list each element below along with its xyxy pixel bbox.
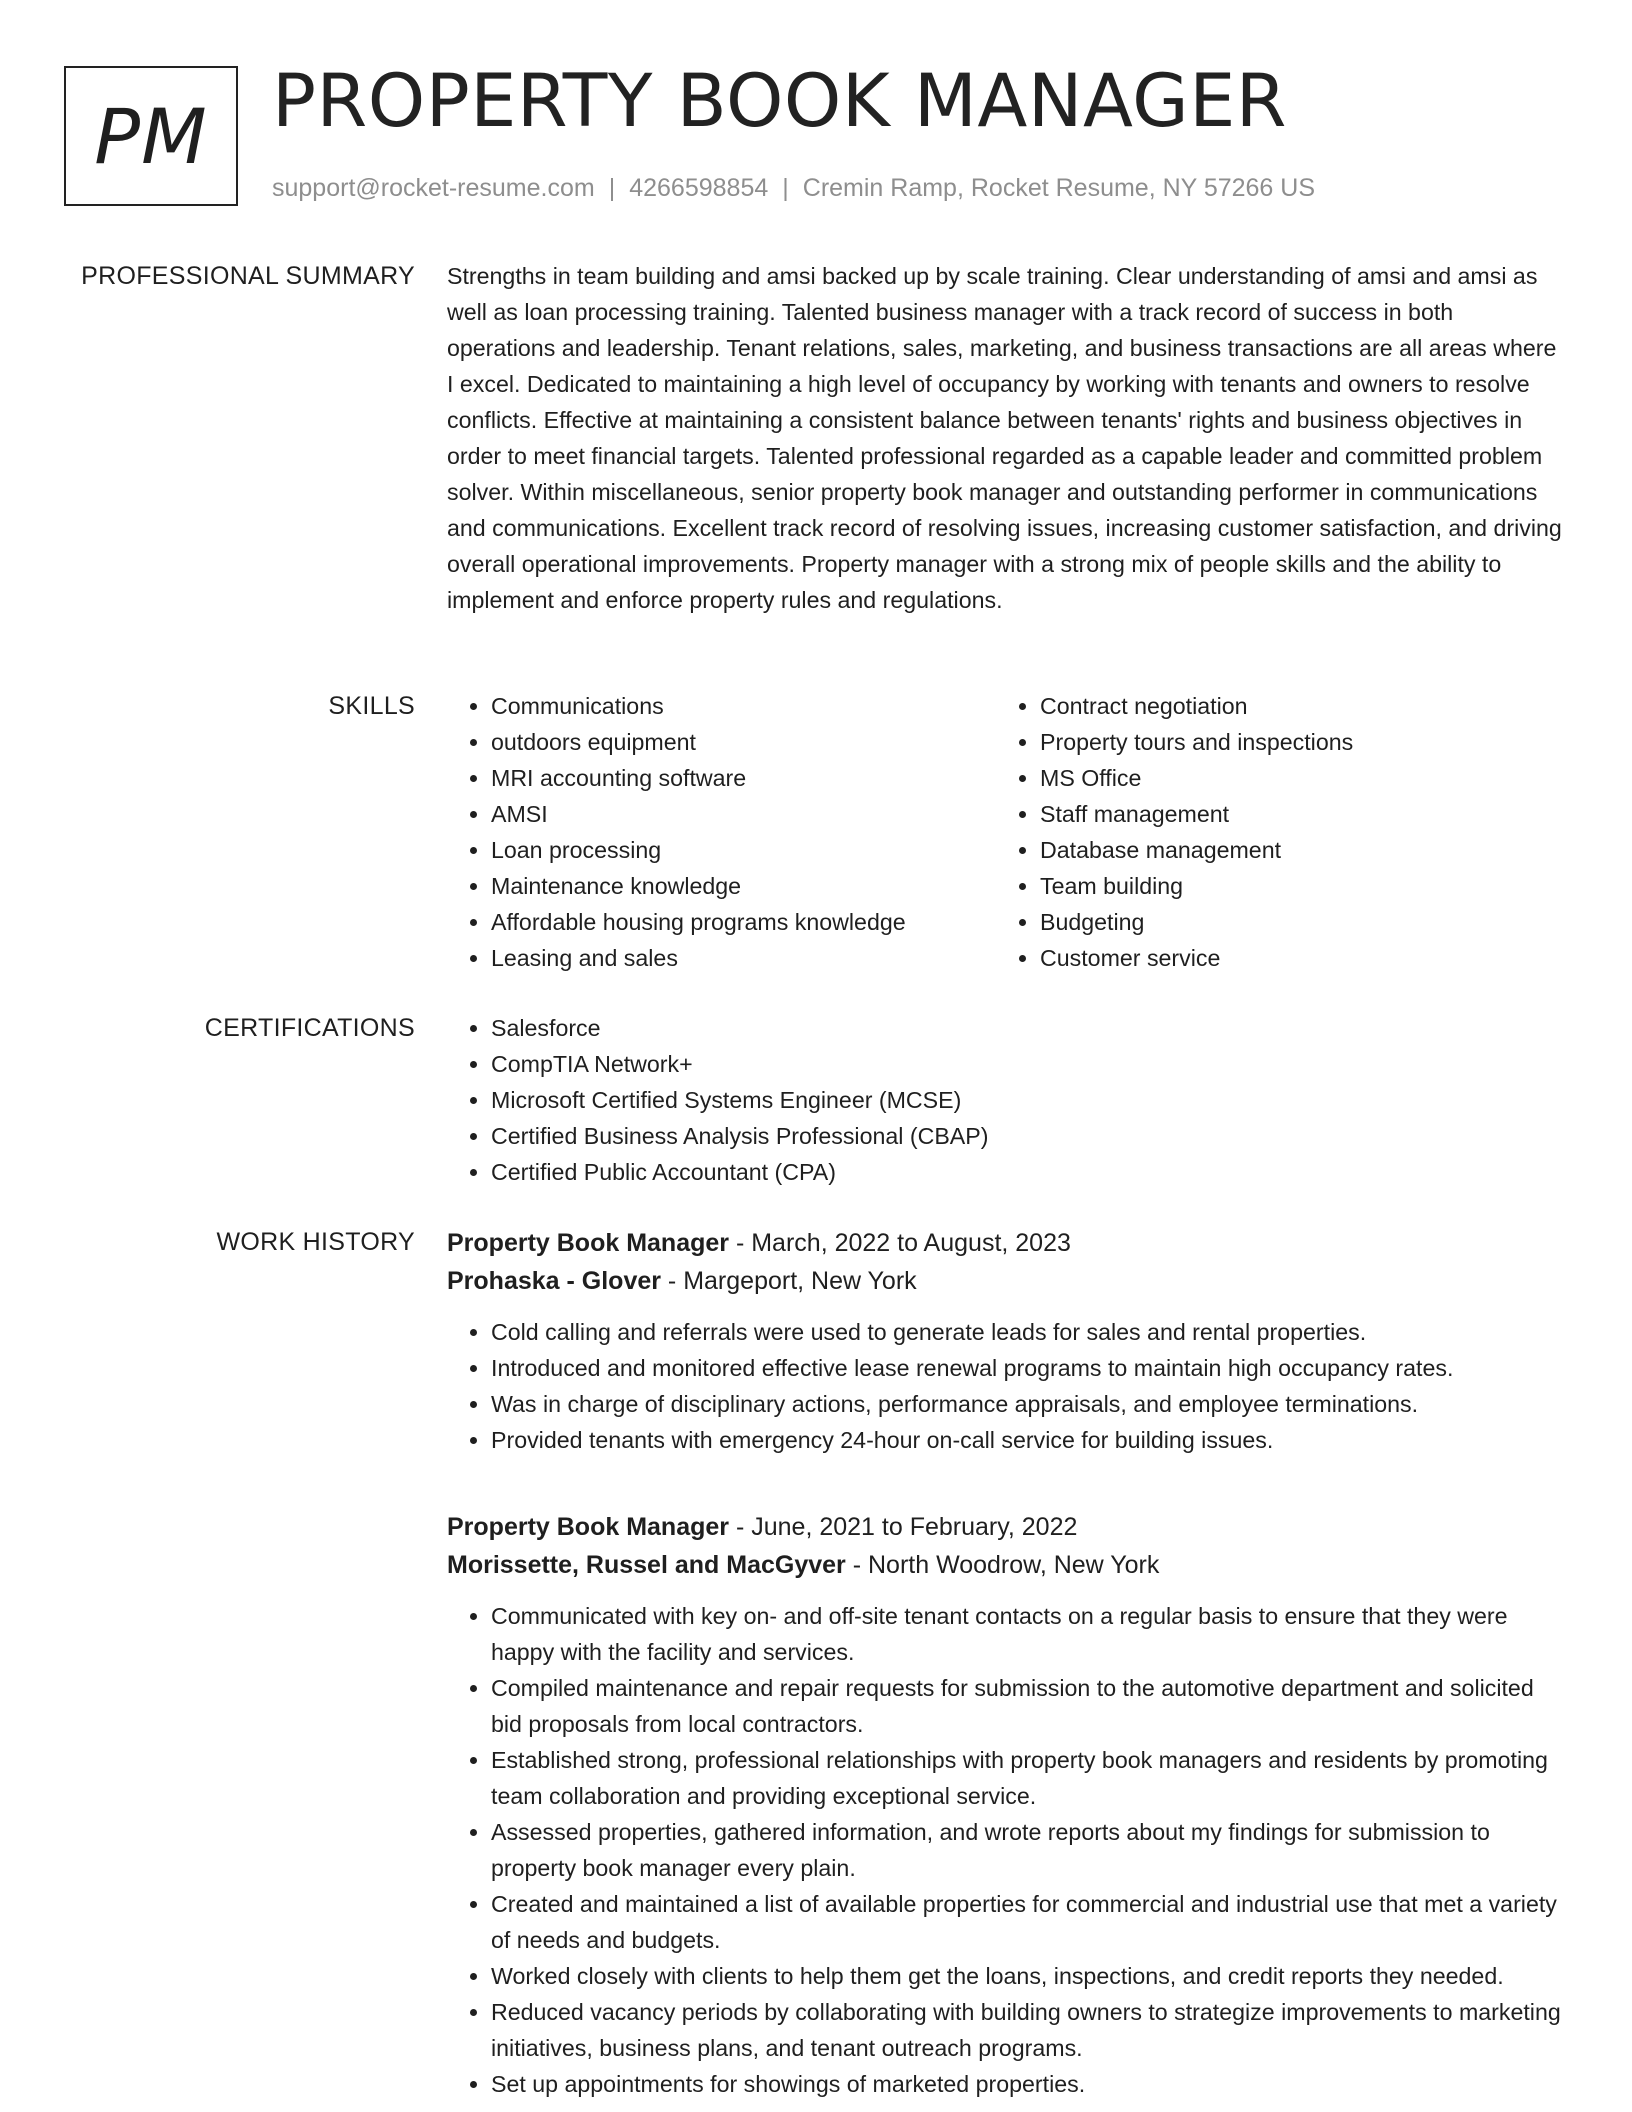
resume-title: PROPERTY BOOK MANAGER (272, 59, 1288, 144)
job-bullet: • Introduced and monitored effective lease renewal programs to maintain high occupancy rates. (491, 1350, 1567, 1386)
certifications-body (447, 1010, 1567, 1190)
contact-separator: | (782, 174, 789, 202)
job-bullet: • Assessed properties, gathered information, and wrote reports about my findings for submission to property book manager every plain. (491, 1814, 1567, 1886)
certification-item: • Certified Business Analysis Professional (CBAP) (491, 1118, 1567, 1154)
summary-body (447, 258, 1567, 618)
job-bullet: • Cold calling and referrals were used to generate leads for sales and rental properties. (491, 1314, 1567, 1350)
job-location: - Margeport, New York (660, 1267, 917, 1295)
contact-separator: | (608, 174, 616, 202)
skill-item: • outdoors equipment (491, 724, 996, 760)
job-bullet: • Reduced vacancy periods by collaborating with building owners to strategize improvements to marketing initiatives, business plans, and tenant outreach programs. (491, 1994, 1567, 2066)
skill-item: • AMSI (491, 796, 996, 832)
section-label-certifications: CERTIFICATIONS (204, 1014, 415, 1042)
skill-item: • Contract negotiation (1040, 688, 1353, 724)
summary-text: Strengths in team building and amsi backed up by scale training. Clear understanding of amsi and amsi as well as loan processing training. Talented business manager with a track record of success in both operations and leadership. Tenant relations, sales, marketing, and business transactions are all areas where I excel. Dedicated to maintaining a high level of occupancy by working with tenants and owners to resolve conflicts. Effective at maintaining a consistent balance between tenants' rights and business objectives in order to meet financial targets. Talented professional regarded as a capable leader and committed problem solver. Within miscellaneous, senior property book manager and outstanding performer in communications and communications. Excellent track record of resolving issues, increasing customer satisfaction, and driving overall operational improvements. Property manager with a strong mix of people skills and the ability to implement and enforce property rules and regulations. (447, 263, 1562, 613)
job-dates: - March, 2022 to August, 2023 (729, 1229, 1071, 1257)
skill-item: • Property tours and inspections (1040, 724, 1353, 760)
job-title-line (447, 1224, 1567, 1262)
job-bullet: • Communicated with key on- and off-site tenant contacts on a regular basis to ensure that they were happy with the facility and services. (491, 1598, 1567, 1670)
job-title: Property Book Manager (447, 1513, 730, 1541)
job-bullet: • Created and maintained a list of available properties for commercial and industrial use that met a variety of needs and budgets. (491, 1886, 1567, 1958)
job-company: Prohaska - Glover (447, 1267, 661, 1295)
certification-item: • Certified Public Accountant (CPA) (491, 1154, 1567, 1190)
contact-phone: 4266598854 (629, 174, 769, 202)
skill-item: • Communications (491, 688, 996, 724)
job-bullet: • Provided tenants with emergency 24-hour on-call service for building issues. (491, 1422, 1567, 1458)
section-label-summary: PROFESSIONAL SUMMARY (81, 262, 415, 290)
contact-email: support@rocket-resume.com (272, 174, 595, 202)
skill-item: • MS Office (1040, 760, 1353, 796)
job-company-line (447, 1262, 1567, 1300)
work-history-body (447, 1224, 1567, 2102)
job-company: Morissette, Russel and MacGyver (447, 1551, 846, 1579)
job-bullet: • Compiled maintenance and repair requests for submission to the automotive department and solicited bid proposals from local contractors. (491, 1670, 1567, 1742)
skills-columns (447, 688, 1567, 976)
section-label-work-history: WORK HISTORY (216, 1228, 415, 1256)
skill-item: • Staff management (1040, 796, 1353, 832)
skills-list-right (996, 688, 1353, 976)
skill-item: • Database management (1040, 832, 1353, 868)
certification-item: • Salesforce (491, 1010, 1567, 1046)
job-bullet: • Worked closely with clients to help them get the loans, inspections, and credit reports they needed. (491, 1958, 1567, 1994)
skill-item: • Loan processing (491, 832, 996, 868)
job-entry (447, 1224, 1567, 1458)
certifications-list (447, 1010, 1567, 1190)
job-bullets (447, 1314, 1567, 1458)
contact-address: Cremin Ramp, Rocket Resume, NY 57266 US (802, 174, 1316, 202)
certification-item: • Microsoft Certified Systems Engineer (MCSE) (491, 1082, 1567, 1118)
skill-item: • Maintenance knowledge (491, 868, 996, 904)
skill-item: • Budgeting (1040, 904, 1353, 940)
job-bullets (447, 1598, 1567, 2102)
skills-body (447, 688, 1567, 976)
job-bullet: • Set up appointments for showings of marketed properties. (491, 2066, 1567, 2102)
job-title-line (447, 1508, 1567, 1546)
job-location: - North Woodrow, New York (845, 1551, 1160, 1579)
job-title: Property Book Manager (447, 1229, 730, 1257)
skills-list-left (447, 688, 996, 976)
job-entry (447, 1508, 1567, 2102)
contact-line (272, 174, 1315, 203)
job-company-line (447, 1546, 1567, 1584)
job-bullet: • Established strong, professional relationships with property book managers and residents by promoting team collaboration and providing exceptional service. (491, 1742, 1567, 1814)
certification-item: • CompTIA Network+ (491, 1046, 1567, 1082)
section-label-skills: SKILLS (328, 692, 415, 720)
monogram-logo (64, 66, 238, 206)
skill-item: • Affordable housing programs knowledge (491, 904, 996, 940)
skill-item: • Customer service (1040, 940, 1353, 976)
skill-item: • Leasing and sales (491, 940, 996, 976)
skill-item: • Team building (1040, 868, 1353, 904)
job-dates: - June, 2021 to February, 2022 (729, 1513, 1078, 1541)
skill-item: • MRI accounting software (491, 760, 996, 796)
job-bullet: • Was in charge of disciplinary actions, performance appraisals, and employee terminations. (491, 1386, 1567, 1422)
monogram-initials: PM (94, 91, 208, 181)
